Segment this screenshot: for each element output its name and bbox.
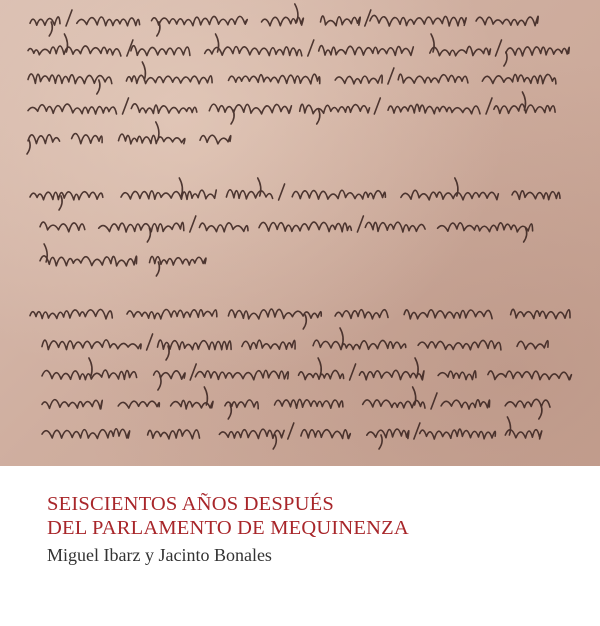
ink-flourish	[539, 405, 542, 419]
ink-flourish	[340, 328, 343, 346]
ink-word	[28, 135, 60, 144]
ink-slash	[486, 98, 492, 114]
ink-word	[152, 16, 248, 25]
ink-slash	[190, 364, 196, 380]
ink-slash	[388, 68, 394, 84]
ink-flourish	[179, 178, 182, 196]
ink-word	[321, 16, 361, 26]
ink-word	[259, 222, 351, 232]
ink-word	[42, 370, 137, 380]
ink-word	[40, 222, 85, 232]
ink-word	[335, 310, 388, 319]
ink-word	[430, 46, 491, 55]
ink-word	[30, 309, 112, 318]
ink-word	[365, 222, 425, 232]
authors: Miguel Ibarz y Jacinto Bonales	[47, 545, 272, 565]
ink-word	[275, 399, 343, 408]
title-line-2: DEL PARLAMENTO DE MEQUINENZA	[47, 517, 409, 539]
ink-word	[119, 134, 185, 144]
ink-word	[319, 46, 414, 56]
ink-slash	[365, 10, 371, 26]
ink-word	[30, 17, 60, 25]
ink-word	[370, 15, 466, 26]
ink-slash	[350, 364, 356, 380]
ink-word	[30, 192, 103, 200]
ink-flourish	[147, 228, 150, 242]
ink-word	[150, 256, 206, 265]
ink-word	[118, 401, 159, 408]
ink-word	[226, 190, 272, 199]
ink-word	[476, 16, 538, 25]
ink-word	[401, 190, 498, 200]
ink-word	[199, 223, 248, 232]
ink-word	[292, 190, 385, 199]
ink-word	[229, 74, 320, 84]
ink-slash	[288, 423, 294, 439]
ink-word	[420, 429, 496, 439]
ink-word	[200, 135, 231, 144]
ink-word	[77, 17, 140, 26]
ink-flourish	[27, 140, 30, 154]
ink-slash	[123, 98, 129, 114]
ink-slash	[279, 184, 285, 200]
ink-word	[154, 371, 185, 379]
ink-slash	[414, 423, 420, 439]
ink-flourish	[504, 52, 507, 66]
ink-word	[131, 104, 197, 114]
ink-word	[42, 429, 130, 439]
ink-word	[242, 340, 295, 349]
ink-word	[99, 222, 184, 232]
ink-word	[438, 223, 533, 232]
ink-word	[148, 430, 200, 439]
ink-word	[42, 400, 102, 409]
ink-word	[388, 104, 480, 113]
ink-slash	[308, 40, 314, 56]
ink-word	[40, 256, 137, 266]
ink-word	[72, 134, 103, 144]
ink-word	[42, 340, 141, 350]
ink-flourish	[303, 315, 306, 329]
ink-word	[205, 47, 302, 56]
ink-word	[131, 46, 190, 56]
ink-slash	[431, 393, 437, 409]
ink-word	[195, 370, 288, 379]
ink-word	[441, 400, 489, 409]
ink-flourish	[156, 122, 159, 140]
ink-flourish	[97, 80, 100, 94]
ink-word	[488, 371, 572, 380]
ink-word	[335, 75, 382, 84]
ink-flourish	[49, 22, 52, 36]
ink-word	[228, 309, 321, 319]
ink-flourish	[379, 435, 382, 449]
ink-slash	[66, 10, 72, 26]
ink-word	[367, 429, 409, 438]
ink-word	[121, 190, 216, 199]
ink-flourish	[166, 346, 169, 360]
ink-flourish	[524, 228, 527, 242]
ink-word	[209, 104, 291, 114]
ink-word	[127, 309, 217, 318]
ink-word	[359, 370, 424, 380]
ink-slash	[147, 334, 153, 350]
ink-word	[219, 429, 284, 438]
ink-word	[398, 74, 468, 83]
ink-flourish	[44, 244, 47, 262]
ink-flourish	[415, 358, 418, 376]
ink-word	[313, 340, 406, 349]
ink-word	[506, 47, 569, 56]
ink-word	[438, 371, 476, 380]
ink-word	[28, 46, 121, 56]
ink-word	[511, 309, 570, 318]
ink-word	[404, 310, 492, 319]
title-line-1: SEISCIENTOS AÑOS DESPUÉS	[47, 493, 334, 515]
ink-word	[482, 74, 556, 84]
ink-slash	[374, 98, 380, 114]
ink-flourish	[318, 358, 321, 376]
ink-flourish	[158, 376, 161, 390]
ink-word	[28, 104, 117, 114]
ink-slash	[190, 216, 196, 232]
ink-flourish	[216, 34, 219, 52]
ink-flourish	[228, 405, 231, 419]
ink-word	[505, 399, 550, 407]
ink-flourish	[507, 417, 510, 435]
ink-slash	[496, 40, 502, 56]
ink-word	[126, 75, 212, 83]
ink-slash	[357, 216, 363, 232]
ink-word	[517, 341, 548, 350]
title-block	[47, 492, 567, 540]
ink-flourish	[156, 262, 159, 276]
ink-word	[301, 430, 350, 439]
ink-word	[300, 104, 370, 113]
ink-word	[512, 191, 560, 200]
ink-flourish	[317, 110, 320, 124]
ink-word	[418, 340, 501, 350]
ink-flourish	[89, 358, 92, 376]
